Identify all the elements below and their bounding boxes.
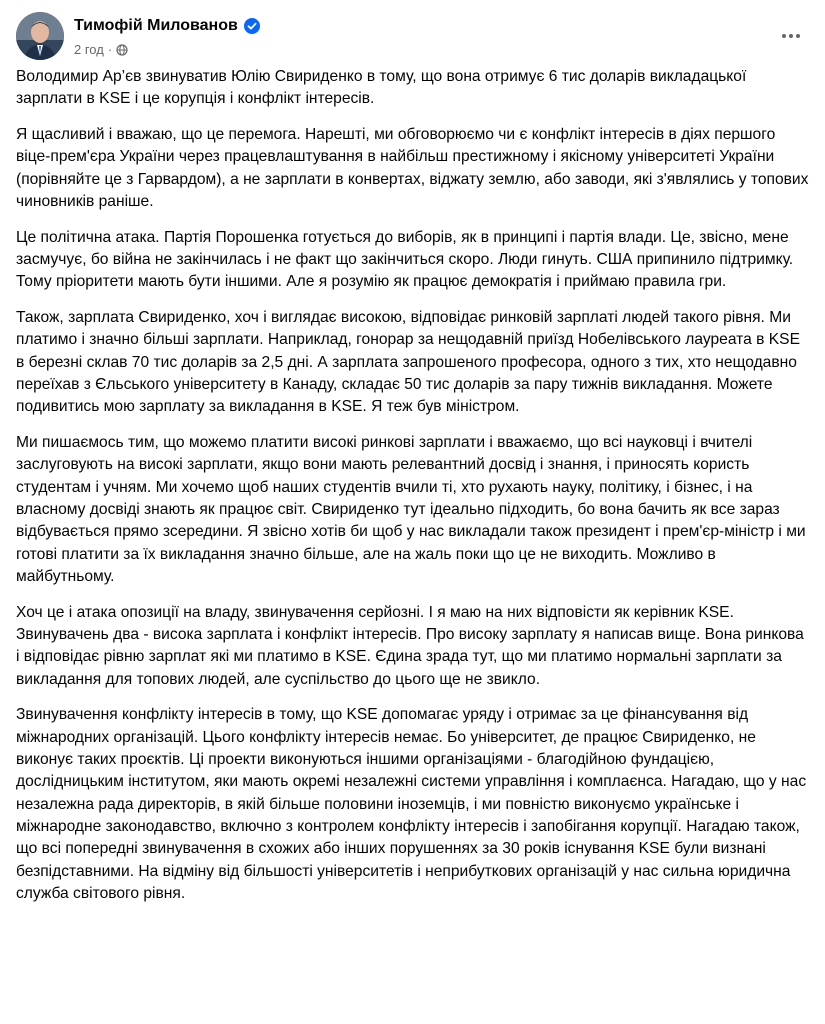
- post-header: [16, 12, 809, 62]
- avatar[interactable]: [16, 12, 64, 60]
- avatar-image: [16, 12, 64, 60]
- post-paragraph: Звинувачення конфлікту інтересів в тому, що KSE допомагає уряду і отримає за це фінансування від міжнародних організацій. Цього конфлікту інтересів немає. Бо університет, де працює Свириденко, не виконує таких проєктів. Ці проекти виконуються іншими організаціями - благодійною фундацією, дослідницьким інститутом, яки мають окремі незалежні системи управління і комплаєнса. Нагадаю, що у нас незалежна рада директорів, в якій більше половини іноземців, і ми повністю виконуємо українське і міжнародне законодавство, включно з контролем конфлікту інтересів і запобігання корупції. Нагадаю також, що всі попередні звинувачення в схожих або інших порушеннях за 30 років існування KSE були визнані безпідставними. На відміну від більшості університетів і неприбуткових організацій у нас сильна юридична служба світового рівня.: [16, 706, 807, 902]
- post-paragraph: Хоч це і атака опозиції на владу, звинувачення серйозні. І я маю на них відповісти як керівник KSE. Звинувачень два - висока зарплата і конфлікт інтересів. Про високу зарплату я написав вище. Вона ринкова і відповідає рівню зарплат які ми платимо в KSE. Єдина зрада тут, що ми платимо нормальні зарплати за викладання для топових людей, але суспільство до цього ще не звикло.: [16, 603, 804, 688]
- post-paragraph: Також, зарплата Свириденко, хоч і виглядає високою, відповідає ринковій зарплаті людей такого рівня. Ми платимо і значно більші зарплати. Наприклад, гонорар за нещодавній приїзд Нобелівського лауреата в KSE в березні склав 70 тис доларів за 2,5 дні. А зарплата запрошеного професора, одного з тих, хто нещодавно переїхав з Єльського університету в Канаду, складає 50 тис доларів за пару тижнів викладання. Можете подивитись мою зарплату за викладання в KSE. Я теж був міністром.: [16, 309, 800, 416]
- meta-separator: ·: [107, 42, 113, 57]
- post-paragraph: Це політична атака. Партія Порошенка готується до виборів, як в принципі і партія влади. Це, звісно, мене засмучує, бо війна не закінчилась і не факт що закінчиться скоро. Люди гинуть. США припинило підтримку. Тому пріоритети мають бути іншими. Але я розумію як працює демократія і приймаю правила гри.: [16, 228, 794, 291]
- author-name-row: [74, 17, 260, 35]
- post-body: [16, 66, 811, 919]
- post-time[interactable]: 2 год: [74, 42, 104, 57]
- post-meta: [74, 42, 128, 57]
- post-paragraph: Ми пишаємось тим, що можемо платити високі ринкові зарплати і вважаємо, що всі науковці і вчителі заслуговують на високі зарплати, якщо вони мають релевантний досвід і знання, і приносять користь студентам і учням. Ми хочемо щоб наших студентів вчили ті, хто рухають науку, політику, і бізнес, і на власному досвіді знають як працює світ. Свириденко тут ідеально підходить, бо вона бачить як все зараз відбувається прямо зсередини. Я звісно хотів би щоб у нас викладали також президент і прем'єр-міністр і ми готові платити за їх викладання значно більше, але на жаль поки що це не виходить. Можливо в майбутньому.: [16, 434, 806, 585]
- more-options-icon[interactable]: [773, 24, 809, 48]
- author-name[interactable]: Тимофій Милованов: [74, 17, 238, 34]
- post-paragraph: Я щасливий і вважаю, що це перемога. Нарешті, ми обговорюємо чи є конфлікт інтересів в діях першого віце-прем'єра України через працевлаштування в найбільш престижному і якісному університеті України (порівняйте це з Гарвардом), а не зарплати в конвертах, віджату землю, або заводи, які з'являлись у топових чиновників раніше.: [16, 126, 809, 210]
- globe-icon[interactable]: [116, 44, 128, 56]
- post-paragraph: Володимир Ар’єв звинуватив Юлію Свириденко в тому, що вона отримує 6 тис доларів викладацької зарплати в KSE і це корупція і конфлікт інтересів.: [16, 68, 747, 108]
- verified-badge-icon: [244, 18, 260, 34]
